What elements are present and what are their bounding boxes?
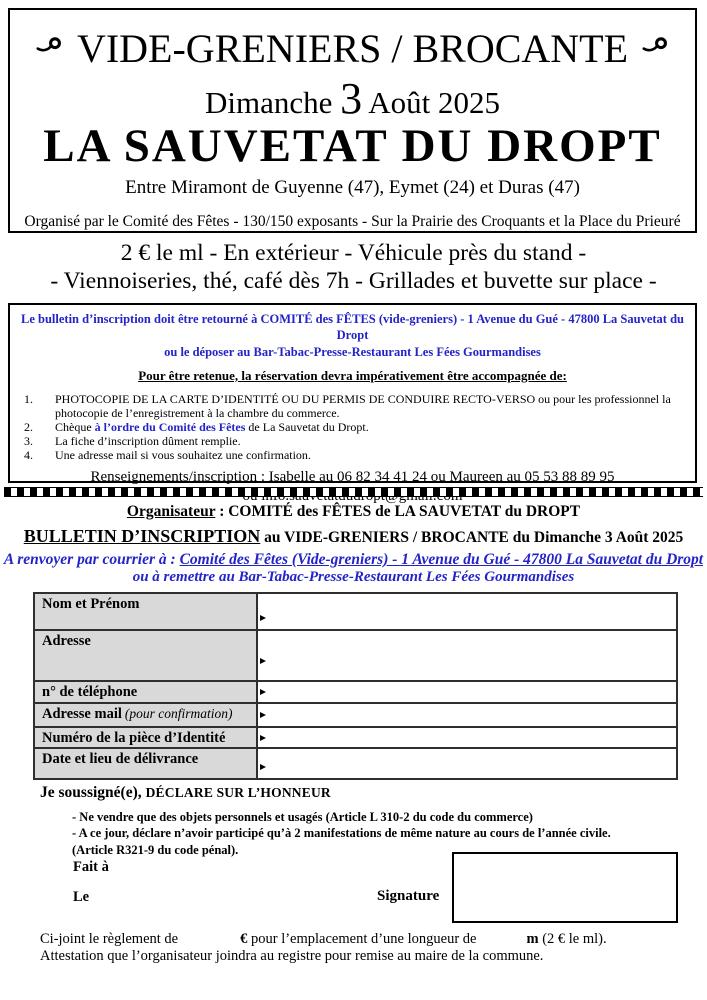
meem-ornament-left-icon	[36, 21, 63, 65]
bulletin-title-label: BULLETIN D’INSCRIPTION	[23, 526, 261, 546]
field-adresse-mail[interactable]	[257, 703, 677, 727]
dropoff-instruction-line: ou à remettre au Bar-Tabac-Presse-Restaurant Les Fées Gourmandises	[132, 569, 575, 585]
payment-line	[40, 931, 607, 948]
payment-middle: pour l’emplacement d’une longueur de	[251, 931, 477, 947]
cut-line-separator	[4, 487, 703, 497]
list-item-text	[55, 420, 685, 434]
list-item-number: 1.	[24, 391, 33, 406]
field-piece-identite[interactable]	[257, 727, 677, 748]
declaration-clause-3: (Article R321-9 du code pénal).	[72, 842, 239, 857]
registration-form-table	[33, 592, 678, 780]
event-title: VIDE-GRENIERS / BROCANTE	[76, 26, 629, 71]
field-telephone[interactable]	[257, 681, 677, 703]
return-address-line-1: Le bulletin d’inscription doit être retourné à COMITÉ des FÊTES (vide-greniers) - 1 Avenue du Gué - 47800 La Sauvetat du Dropt	[21, 312, 684, 343]
signature-box[interactable]	[452, 852, 678, 923]
list-item	[10, 434, 695, 448]
form-row-label	[34, 681, 257, 703]
list-item	[10, 448, 695, 462]
field-arrow-icon	[260, 658, 266, 664]
return-address-line-2: ou le déposer au Bar-Tabac-Presse-Restaurant Les Fées Gourmandises	[164, 344, 541, 359]
price-summary	[0, 240, 707, 295]
form-row-label	[34, 630, 257, 681]
organizer-text: COMITÉ des FÊTES de LA SAUVETAT du DROPT	[228, 503, 581, 520]
declaration-clause-2: - A ce jour, déclare n’avoir participé qu’à 2 manifestations de même nature au cours de l’année civile.	[72, 826, 611, 841]
field-arrow-icon	[260, 735, 266, 741]
event-date-line	[10, 75, 695, 123]
mail-instruction-line	[0, 551, 707, 569]
form-row-label-text: Numéro de la pièce d’Identité	[42, 730, 226, 746]
organizer-line	[0, 503, 707, 521]
requirement-heading: Pour être retenue, la réservation devra impérativement être accompagnée de:	[138, 367, 567, 383]
list-item	[10, 392, 695, 420]
event-place-title: LA SAUVETAT DU DROPT	[43, 120, 662, 173]
declaration-intro-caps: DÉCLARE SUR L’HONNEUR	[145, 785, 331, 800]
le-label: Le	[73, 889, 90, 905]
list-item	[10, 420, 695, 434]
requirement-list	[10, 392, 695, 462]
list-item-text-pre: Chèque	[55, 419, 95, 434]
registration-info-box	[8, 303, 697, 483]
table-row	[34, 703, 677, 727]
form-row-label-text: Date et lieu de délivrance	[42, 751, 199, 767]
list-item-number: 2.	[24, 419, 33, 434]
mail-instruction-prefix: A renvoyer par courrier à :	[3, 551, 180, 568]
event-title-line	[10, 21, 695, 71]
field-date-delivrance[interactable]	[257, 748, 677, 779]
bulletin-header	[0, 503, 707, 586]
list-item-text: PHOTOCOPIE DE LA CARTE D’IDENTITÉ OU DU PERMIS DE CONDUIRE RECTO-VERSO ou pour les professionnel la photocopie de l’enregistrement à la chambre du commerce.	[55, 391, 671, 420]
fait-a-label: Fait à	[73, 859, 109, 875]
return-address-lines	[10, 311, 695, 360]
event-date-prefix: Dimanche	[205, 85, 333, 120]
field-arrow-icon	[260, 615, 266, 621]
table-row	[34, 681, 677, 703]
list-item-number: 3.	[24, 433, 33, 448]
euro-symbol: €	[240, 931, 248, 947]
event-date-rest: Août 2025	[368, 85, 500, 120]
declaration-intro	[40, 784, 331, 802]
event-location-line: Entre Miramont de Guyenne (47), Eymet (24) et Duras (47)	[125, 177, 580, 199]
header-banner	[8, 8, 697, 233]
list-item-text-post: de La Sauvetat du Dropt.	[245, 419, 369, 434]
cheque-order-highlight: à l’ordre du Comité des Fêtes	[94, 419, 246, 434]
declaration-clauses	[72, 809, 677, 858]
form-row-label-text: Nom et Prénom	[42, 596, 140, 612]
event-organizer-line: Organisé par le Comité des Fêtes - 130/150 exposants - Sur la Prairie des Croquants et la Place du Prieuré	[24, 213, 681, 231]
field-arrow-icon	[260, 764, 266, 770]
declaration-clause-1: - Ne vendre que des objets personnels et usagés (Article L 310-2 du code du commerce)	[72, 810, 533, 824]
field-arrow-icon	[260, 689, 266, 695]
field-adresse[interactable]	[257, 630, 677, 681]
mail-address: Comité des Fêtes (Vide-greniers) - 1 Avenue du Gué - 47800 La Sauvetat du Dropt	[179, 551, 704, 568]
table-row	[34, 630, 677, 681]
form-row-label	[34, 593, 257, 630]
organizer-label: Organisateur	[126, 503, 216, 520]
organizer-separator: :	[215, 503, 229, 520]
table-row	[34, 748, 677, 779]
signature-label: Signature	[377, 888, 440, 904]
meem-ornament-right-icon	[642, 21, 669, 65]
list-item-number: 4.	[24, 447, 33, 462]
form-row-label	[34, 748, 257, 779]
payment-suffix: (2 € le ml).	[542, 931, 607, 947]
meter-symbol: m	[526, 931, 539, 947]
bulletin-title-line	[0, 526, 707, 547]
price-line-2: - Viennoiseries, thé, café dès 7h - Grillades et buvette sur place -	[50, 267, 657, 294]
list-item-text: La fiche d’inscription dûment remplie.	[55, 433, 241, 448]
table-row	[34, 593, 677, 630]
declaration-intro-name: Je soussigné(e),	[40, 784, 142, 801]
contact-phone-line: Renseignements/inscription : Isabelle au 06 82 34 41 24 ou Maureen au 05 53 88 89 95	[90, 468, 615, 485]
form-row-label-text: n° de téléphone	[42, 684, 138, 700]
form-row-label	[34, 727, 257, 748]
list-item-text: Une adresse mail si vous souhaitez une confirmation.	[55, 447, 311, 462]
field-nom-prenom[interactable]	[257, 593, 677, 630]
event-date-day: 3	[340, 74, 363, 123]
price-line-1: 2 € le ml - En extérieur - Véhicule près du stand -	[120, 240, 587, 266]
form-row-label-text: Adresse	[42, 633, 91, 649]
field-arrow-icon	[260, 712, 266, 718]
form-row-label-note: (pour confirmation)	[124, 706, 233, 721]
bulletin-title-rest: au VIDE-GRENIERS / BROCANTE du Dimanche 3 Août 2025	[260, 529, 684, 546]
form-row-label-text: Adresse mail	[42, 706, 122, 722]
table-row	[34, 727, 677, 748]
form-row-label	[34, 703, 257, 727]
attestation-line: Attestation que l’organisateur joindra au registre pour remise au maire de la commune.	[40, 948, 544, 964]
payment-prefix: Ci-joint le règlement de	[40, 931, 179, 947]
